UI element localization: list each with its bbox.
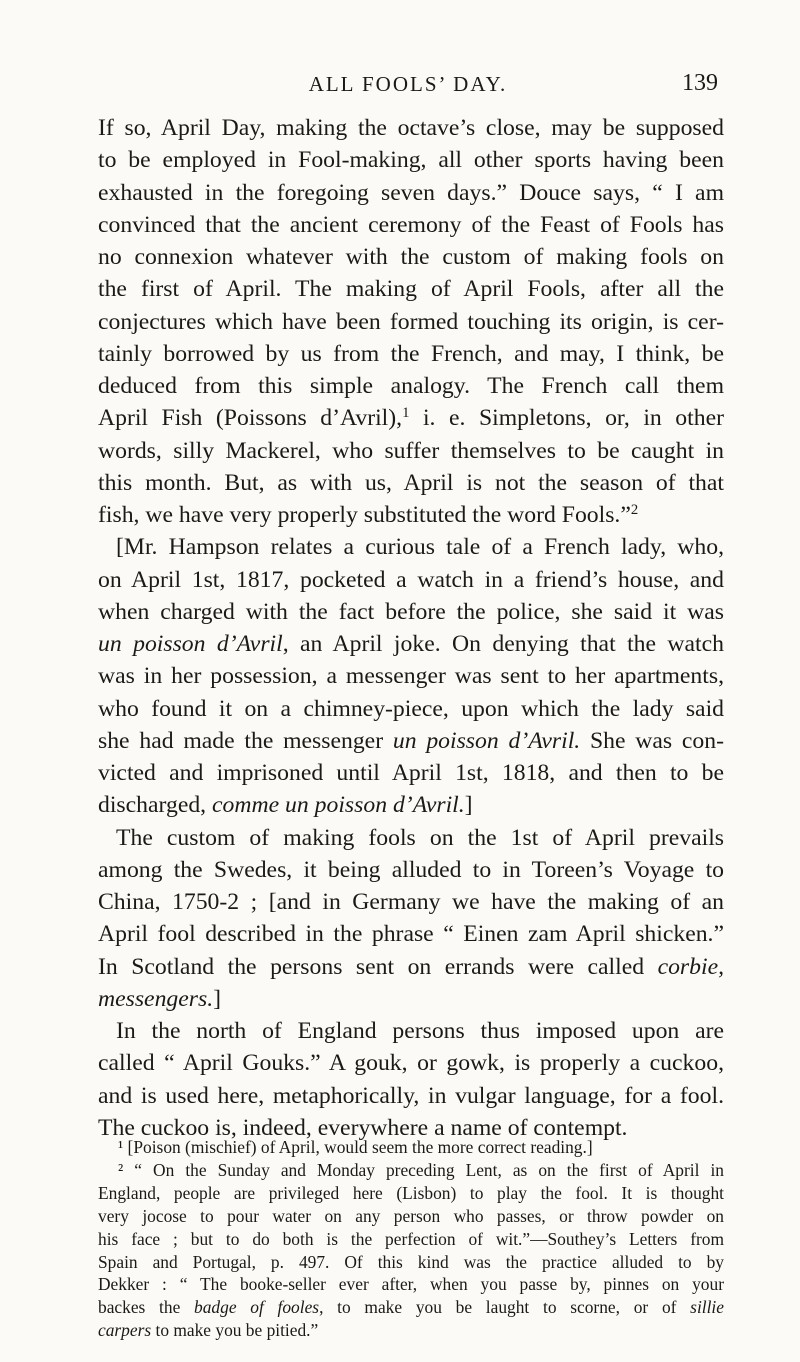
footnote-ref: 1 [402, 405, 410, 422]
text-run: victed and imprisoned until April 1st, 1818, and then to be [98, 760, 724, 786]
footnote-line [98, 1296, 724, 1319]
text-line [98, 854, 724, 886]
text-line [98, 467, 724, 499]
body-text [98, 112, 724, 1144]
text-run: ] [464, 792, 473, 819]
text-line [98, 951, 724, 983]
text-run: to make you be pitied.” [151, 1320, 319, 1341]
text-run: the first of April. The making of April Fools, after all the [98, 276, 724, 303]
text-run: very jocose to pour water on any person who passes, or throw powder on [98, 1205, 724, 1226]
page-number: 139 [682, 70, 718, 96]
running-head: ALL FOOLS’ DAY. [308, 72, 508, 96]
italic-text: messengers. [98, 985, 214, 1012]
text-line [98, 241, 724, 273]
footnote-line [98, 1319, 724, 1342]
text-run: April Fish (Poissons d’Avril), [98, 405, 403, 432]
footnote-line [98, 1205, 724, 1228]
text-line [98, 144, 724, 176]
text-line [98, 596, 724, 628]
text-run: [Mr. Hampson relates a curious tale of a French lady, who, [116, 534, 724, 561]
text-run: i. e. Simpletons, or, in other [409, 405, 724, 432]
text-line [98, 370, 724, 402]
text-line [98, 1015, 724, 1047]
text-run: fish, we have very properly substituted the word Fools.” [98, 502, 631, 528]
text-line [98, 886, 724, 918]
footnote-line [98, 1273, 724, 1296]
text-run: The cuckoo is, indeed, everywhere a name of contempt. [98, 1114, 628, 1141]
text-run: conjectures which have been formed touching its origin, is cer- [98, 308, 724, 335]
text-run: this month. But, as with us, April is not the season of that [98, 469, 724, 496]
text-run: discharged, [98, 792, 213, 819]
text-run: among the Swedes, it being alluded to in Toreen’s Voyage to [98, 856, 724, 883]
text-line [98, 531, 724, 563]
text-run: exhausted in the foregoing seven days.” Douce says, “ I am [98, 179, 724, 206]
footnote-line [98, 1228, 724, 1251]
text-line [98, 628, 724, 660]
footnotes [98, 1136, 724, 1342]
text-run: tainly borrowed by us from the French, and may, I think, be [98, 340, 724, 367]
text-run: to be employed in Fool-making, all other sports having been [98, 147, 724, 174]
text-line [98, 983, 724, 1015]
text-run: on April 1st, 1817, pocketed a watch in a friend’s house, and [98, 566, 724, 593]
text-run: called “ April Gouks.” A gouk, or gowk, is properly a cuckoo, [98, 1050, 724, 1077]
text-line [98, 402, 724, 434]
footnote-line [98, 1136, 724, 1159]
text-run: In Scotland the persons sent on errands were called [98, 953, 658, 980]
text-run: she had made the messenger [98, 727, 393, 754]
footnote-line [98, 1159, 724, 1182]
text-line [98, 693, 724, 725]
text-run: was in her possession, a messenger was sent to her apartments, [98, 663, 724, 690]
text-run: deduced from this simple analogy. The French call them [98, 373, 724, 399]
italic-text: carpers [98, 1320, 152, 1341]
text-run: his face ; but to do both is the perfection of wit.”—Southey’s Letters from [98, 1228, 724, 1249]
text-line [98, 177, 724, 209]
text-line [98, 757, 724, 789]
text-line [98, 435, 724, 467]
italic-text: sillie [690, 1297, 724, 1318]
text-run: China, 1750-2 ; [and in Germany we have the making of an [98, 889, 724, 915]
text-run: , to make you be laught to scorne, or of [319, 1297, 691, 1318]
text-line [98, 273, 724, 305]
text-line [98, 499, 724, 531]
text-run: April fool described in the phrase “ Einen zam April shicken.” [98, 921, 724, 948]
text-run: Spain and Portugal, p. 497. Of this kind was the practice alluded to by [98, 1251, 724, 1272]
text-run: ² “ On the Sunday and Monday preceding Lent, as on the first of April in [118, 1159, 724, 1180]
text-run: ] [213, 985, 222, 1012]
text-line [98, 789, 724, 821]
text-run: and is used here, metaphorically, in vulgar language, for a fool. [98, 1082, 724, 1109]
text-line [98, 1080, 724, 1112]
italic-text: badge of fooles [194, 1297, 320, 1318]
text-run: backes the [98, 1297, 195, 1318]
text-line [98, 306, 724, 338]
text-run: words, silly Mackerel, who suffer themselves to be caught in [98, 437, 724, 464]
text-run: who found it on a chimney-piece, upon which the lady said [98, 695, 724, 722]
text-line [98, 209, 724, 241]
text-line [98, 564, 724, 596]
text-run: , an April joke. On denying that the watch [282, 631, 724, 657]
text-run: In the north of England persons thus imposed upon are [116, 1018, 724, 1044]
footnote-line [98, 1182, 724, 1205]
text-line [98, 338, 724, 370]
footnote-ref: 2 [630, 501, 639, 518]
italic-text: corbie, [657, 953, 724, 980]
italic-text: comme un poisson d’Avril. [212, 792, 465, 819]
text-line [98, 918, 724, 950]
text-line [98, 1047, 724, 1079]
text-line [98, 725, 724, 757]
text-run: when charged with the fact before the police, she said it was [98, 598, 724, 625]
text-line [98, 112, 724, 144]
page-header [98, 70, 718, 106]
text-line [98, 660, 724, 692]
text-run: If so, April Day, making the octave’s close, may be supposed [98, 115, 724, 141]
text-run: no connexion whatever with the custom of making fools on [98, 244, 724, 270]
text-run: England, people are privileged here (Lisbon) to play the fool. It is thought [98, 1182, 724, 1203]
text-run: She was con- [580, 727, 724, 754]
italic-text: un poisson d’Avril. [392, 727, 581, 754]
italic-text: un poisson d’Avril [98, 631, 283, 657]
text-run: convinced that the ancient ceremony of the Feast of Fools has [98, 211, 724, 238]
footnote-line [98, 1251, 724, 1274]
text-run: The custom of making fools on the 1st of April prevails [116, 824, 724, 851]
text-line [98, 822, 724, 854]
text-run: ¹ [Poison (mischief) of April, would seem the more correct reading.] [118, 1137, 593, 1157]
text-run: Dekker : “ The booke-seller ever after, when you passe by, pinnes on your [98, 1274, 724, 1295]
